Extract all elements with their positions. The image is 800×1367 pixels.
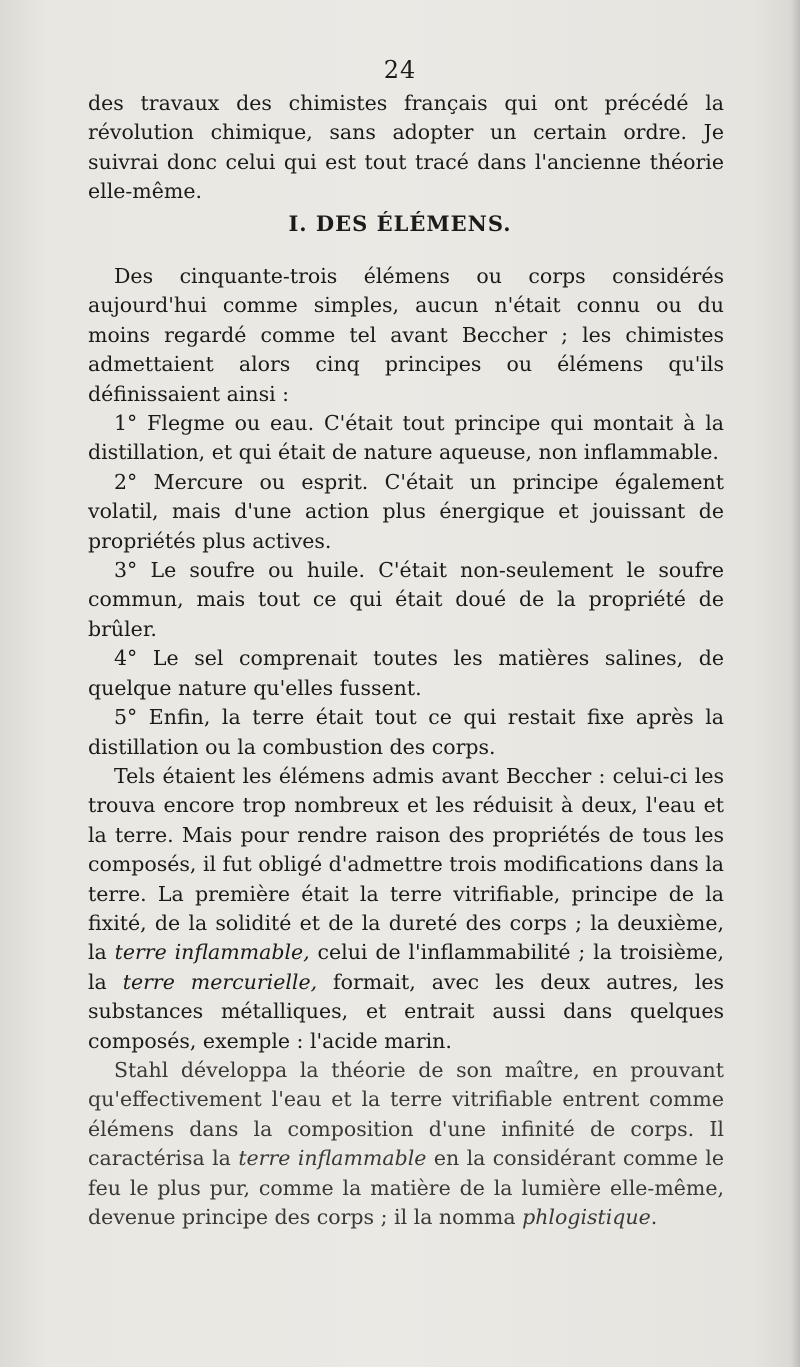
paragraph bbox=[88, 762, 724, 1056]
italic-term: terre mercurielle, bbox=[122, 969, 318, 994]
italic-term: terre inflammable bbox=[238, 1146, 427, 1171]
text-run: Stahl développa la théorie de son maître, en prouvant qu'effectivement l'eau et la terre vitrifiable entrent comme élémens dans la composition d'une infinité de corps. Il caractérisa la bbox=[88, 1057, 724, 1171]
text-run: formait, avec les deux autres, les substances métalliques, et entrait aussi dans quelques composés, exemple : l'acide marin. bbox=[88, 969, 724, 1053]
italic-term: phlogistique bbox=[522, 1205, 651, 1229]
paragraph: 3° Le soufre ou huile. C'était non-seulement le soufre commun, mais tout ce qui était doué de la propriété de brûler. bbox=[88, 558, 724, 641]
paragraph: Des cinquante-trois élémens ou corps considérés aujourd'hui comme simples, aucun n'était connu ou du moins regardé comme tel avant Beccher ; les chimistes admettaient alors cinq principes ou élémens qu'ils définissaient ainsi : bbox=[88, 264, 724, 406]
paragraph: 4° Le sel comprenait toutes les matières salines, de quelque nature qu'elles fussent. bbox=[88, 646, 724, 700]
text-run: . bbox=[650, 1205, 658, 1229]
page-number: 24 bbox=[383, 56, 417, 84]
paragraph: des travaux des chimistes français qui ont précédé la révolution chimique, sans adopter un certain ordre. Je suivrai donc celui qui est tout tracé dans l'ancienne théorie elle-même. bbox=[88, 91, 724, 204]
text-run: Tels étaient les élémens admis avant Beccher : celui-ci les trouva encore trop nombreux et les réduisit à deux, l'eau et la terre. Mais pour rendre raison des propriétés de tous les composés, il fut obligé d'admettre trois modifications dans la terre. La première était la terre vitrifiable, principe de la fixité, de la solidité et de la dureté des corps ; la deuxième, la bbox=[88, 763, 724, 965]
continuation-text bbox=[88, 89, 724, 207]
section-heading: I. DES ÉLÉMENS. bbox=[288, 211, 512, 236]
italic-term: terre inflammable, bbox=[114, 940, 310, 965]
paragraph: 2° Mercure ou esprit. C'était un principe également volatil, mais d'une action plus énergique et jouissant de propriétés plus actives. bbox=[88, 469, 724, 553]
paragraph bbox=[88, 1056, 724, 1232]
text-run: celui de l'inflammabilité ; la troisième, la bbox=[88, 940, 725, 994]
paragraph: 5° Enfin, la terre était tout ce qui restait fixe après la distillation ou la combustion des corps. bbox=[88, 705, 724, 759]
page-edge-shadow bbox=[790, 0, 800, 1367]
body-text bbox=[88, 262, 724, 1232]
text-run: en la considérant comme le feu le plus pur, comme la matière de la lumière elle-même, devenue principe des corps ; il la nomma bbox=[88, 1146, 724, 1229]
paragraph: 1° Flegme ou eau. C'était tout principe qui montait à la distillation, et qui était de nature aqueuse, non inflammable. bbox=[88, 411, 724, 465]
